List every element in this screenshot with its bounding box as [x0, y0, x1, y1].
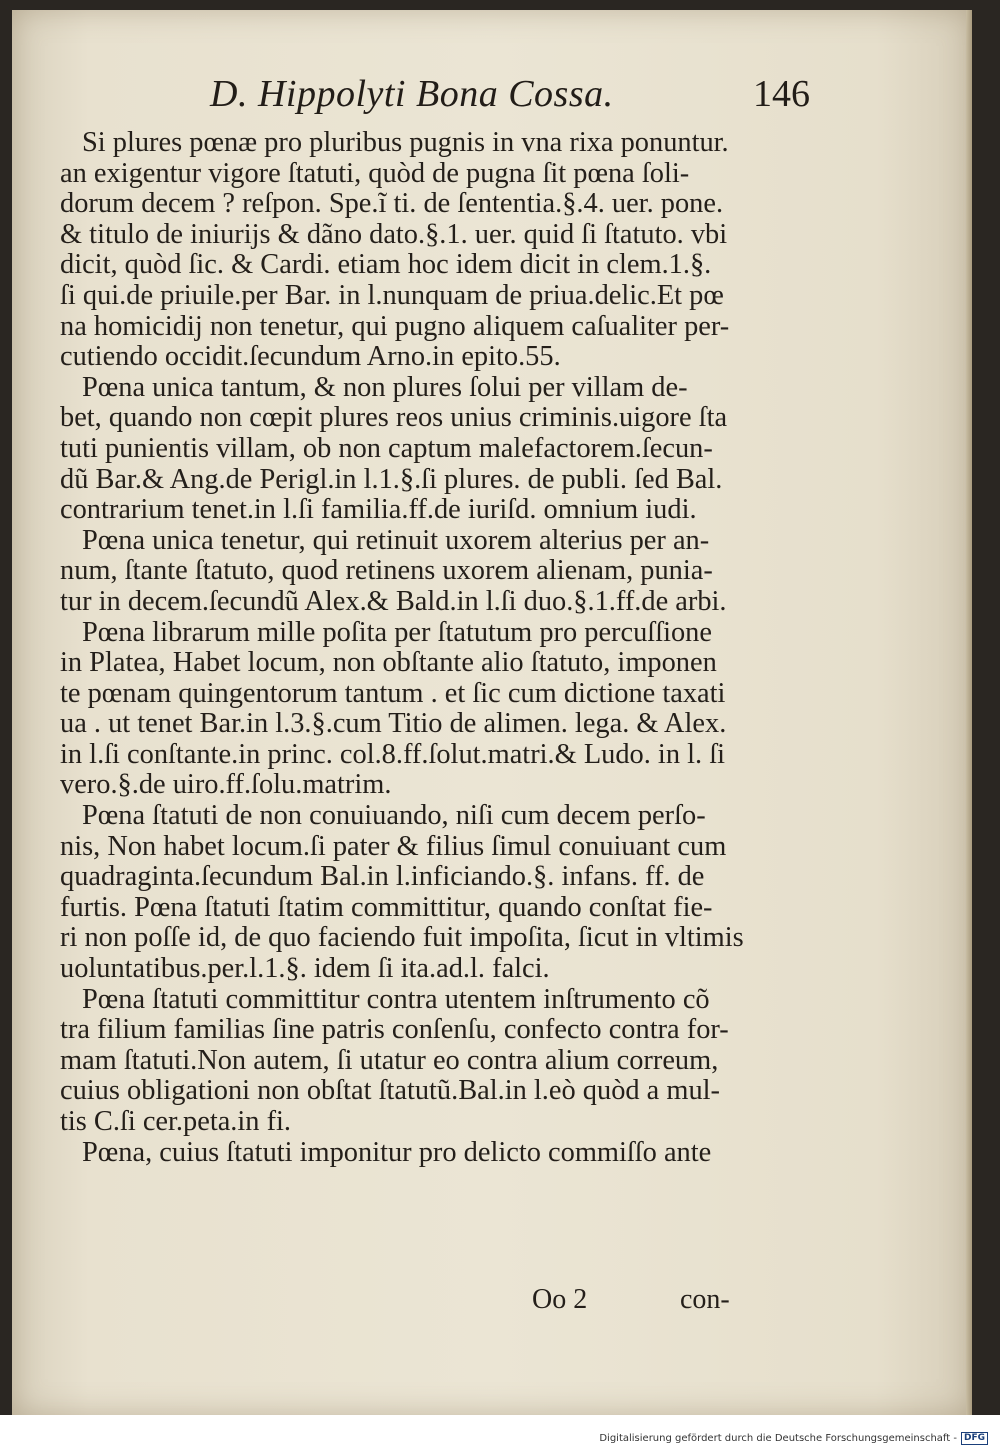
page-number: 146: [753, 73, 810, 115]
text-line: tuti punientis villam, ob non captum malefactorem.ſecun-: [60, 432, 713, 464]
text-line: dũ Bar.& Ang.de Perigl.in l.1.§.ſi plures. de publi. ſed Bal.: [60, 463, 723, 495]
text-line: Pœna, cuius ſtatuti imponitur pro delicto commiſſo ante: [82, 1136, 712, 1168]
text-line: an exigentur vigore ſtatuti, quòd de pugna ſit pœna ſoli-: [60, 157, 690, 189]
text-line: nis, Non habet locum.ſi pater & filius ſimul conuiuant cum: [60, 830, 727, 862]
credit-text: Digitalisierung gefördert durch die Deutsche Forschungsgemeinschaft -: [599, 1433, 957, 1444]
text-line: te pœnam quingentorum tantum . et ſic cum dictione taxati: [60, 677, 726, 709]
text-line: furtis. Pœna ſtatuti ſtatim committitur, quando conſtat fie-: [60, 891, 713, 923]
page-edge: [966, 10, 972, 1415]
text-line: ua . ut tenet Bar.in l.3.§.cum Titio de alimen. lega. & Alex.: [60, 708, 727, 740]
page-header: [210, 72, 810, 122]
text-line: dorum decem ? reſpon. Spe.ĩ ti. de ſententia.§.4. uer. pone.: [60, 188, 724, 220]
text-line: in l.ſi conſtante.in princ. col.8.ff.ſolut.matri.& Ludo. in l. ſi: [60, 738, 725, 770]
text-line: ſi qui.de priuile.per Bar. in l.nunquam de priua.delic.Et pœ: [60, 279, 724, 311]
text-line: Pœna librarum mille poſita per ſtatutum pro percuſſione: [82, 616, 712, 648]
text-line: in Platea, Habet locum, non obſtante alio ſtatuto, imponen: [60, 647, 717, 679]
text-line: Pœna unica tantum, & non plures ſolui per villam de-: [82, 371, 688, 403]
text-line: quadraginta.ſecundum Bal.in l.inficiando.§. infans. ff. de: [60, 861, 705, 893]
text-line: Si plures pœnæ pro pluribus pugnis in vna rixa ponuntur.: [82, 127, 729, 158]
text-line: na homicidij non tenetur, qui pugno aliquem caſualiter per-: [60, 310, 730, 342]
text-line: dicit, quòd ſic. & Cardi. etiam hoc idem dicit in clem.1.§.: [60, 249, 712, 281]
text-line: bet, quando non cœpit plures reos unius criminis.uigore ſta: [60, 402, 728, 434]
digitization-credit: [599, 1432, 988, 1445]
text-line: & titulo de iniurijs & dãno dato.§.1. uer. quid ſi ſtatuto. vbi: [60, 218, 728, 250]
text-line: cutiendo occidit.ſecundum Arno.in epito.55.: [60, 341, 561, 373]
text-line: Pœna unica tenetur, qui retinuit uxorem alterius per an-: [82, 524, 710, 556]
text-line: vero.§.de uiro.ff.ſolu.matrim.: [60, 769, 392, 801]
text-line: mam ſtatuti.Non autem, ſi utatur eo contra alium correum,: [60, 1044, 719, 1076]
body-text: [60, 128, 810, 1168]
text-line: ri non poſſe id, de quo faciendo fuit impoſita, ſicut in vltimis: [60, 922, 744, 954]
text-line: num, ſtante ſtatuto, quod retinens uxorem alienam, punia-: [60, 555, 713, 587]
page-footer: [500, 1284, 800, 1318]
catchword: con-: [680, 1284, 730, 1315]
dfg-logo: DFG: [961, 1432, 988, 1445]
text-line: uoluntatibus.per.l.1.§. idem ſi ita.ad.l. falci.: [60, 953, 550, 985]
text-line: tur in decem.ſecundũ Alex.& Bald.in l.ſi duo.§.1.ff.de arbi.: [60, 585, 727, 617]
text-line: Pœna ſtatuti de non conuiuando, niſi cum decem perſo-: [82, 800, 706, 832]
text-line: Pœna ſtatuti committitur contra utentem inſtrumento cõ: [82, 983, 710, 1015]
text-line: tra filium familias ſine patris conſenſu, confecto contra for-: [60, 1014, 729, 1046]
running-head: D. Hippolyti Bona Cossa.: [210, 73, 614, 115]
text-line: contrarium tenet.in l.ſi familia.ff.de iuriſd. omnium iudi.: [60, 494, 697, 526]
text-line: cuius obligationi non obſtat ſtatutũ.Bal.in l.eò quòd a mul-: [60, 1075, 720, 1107]
text-line: tis C.ſi cer.peta.in fi.: [60, 1106, 292, 1137]
signature-mark: Oo 2: [532, 1284, 588, 1315]
